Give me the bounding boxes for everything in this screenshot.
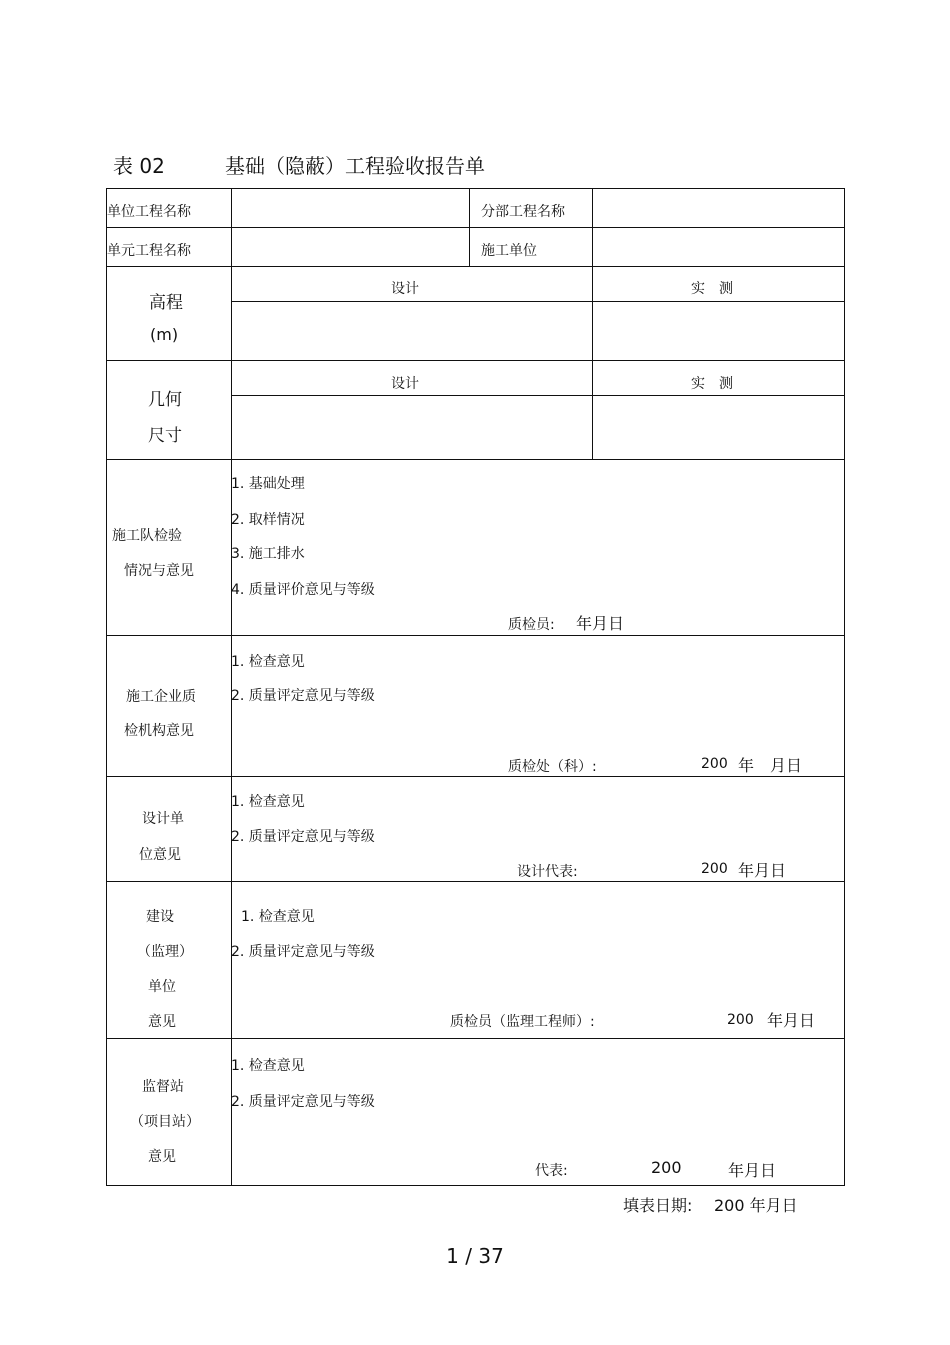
design-unit-label: 设计单 — [142, 811, 184, 827]
construction-unit-label: 施工单位 — [481, 243, 537, 259]
supervision-item: 2. 质量评定意见与等级 — [231, 1094, 375, 1110]
enterprise-date-month-day: 月日 — [770, 756, 803, 775]
supervision-date: 年月日 — [728, 1161, 777, 1180]
geometry-label-line2: 尺寸 — [148, 426, 182, 446]
owner-label-line4: 意见 — [148, 1014, 176, 1030]
fill-date-value: 200 年月日 — [714, 1196, 798, 1215]
geometry-design-header: 设计 — [391, 376, 419, 392]
enterprise-item: 1. 检查意见 — [231, 654, 305, 670]
row-divider — [106, 459, 845, 460]
owner-label: 建设 — [146, 909, 174, 925]
elevation-unit-label: (m) — [150, 325, 179, 344]
element-project-label: 单元工程名称 — [107, 243, 191, 259]
page-title: 基础（隐蔽）工程验收报告单 — [225, 154, 485, 178]
design-measured-divider — [592, 266, 593, 360]
design-unit-item: 1. 检查意见 — [231, 794, 305, 810]
team-date: 年月日 — [576, 614, 625, 633]
supervision-item: 1. 检查意见 — [231, 1058, 305, 1074]
elevation-label: 高程 — [149, 293, 183, 313]
supervision-signer-label: 代表: — [535, 1163, 568, 1179]
owner-item: 1. 检查意见 — [241, 909, 315, 925]
owner-item: 2. 质量评定意见与等级 — [231, 944, 375, 960]
table-border-top — [106, 188, 845, 189]
design-unit-year-prefix: 200 — [701, 861, 728, 877]
row-divider — [106, 360, 845, 361]
table-border-right — [844, 188, 845, 1186]
enterprise-year-prefix: 200 — [701, 756, 728, 772]
design-unit-label-line2: 位意见 — [139, 847, 181, 863]
table-border-left — [106, 188, 107, 1186]
row-divider — [106, 635, 845, 636]
design-measured-divider — [592, 360, 593, 459]
page-indicator: 1 / 37 — [446, 1244, 504, 1268]
row-divider — [231, 301, 845, 302]
owner-year-prefix: 200 — [727, 1012, 754, 1028]
sub-project-label: 分部工程名称 — [481, 204, 565, 220]
geometry-measured-header: 实 测 — [691, 376, 733, 392]
enterprise-label-line2: 检机构意见 — [124, 723, 194, 739]
table-number: 表 02 — [113, 154, 165, 178]
enterprise-signer-label: 质检处（科）: — [508, 759, 597, 775]
supervision-label-line2: （项目站） — [130, 1114, 200, 1130]
geometry-label: 几何 — [148, 390, 182, 410]
team-item: 2. 取样情况 — [231, 512, 305, 528]
team-item: 4. 质量评价意见与等级 — [231, 582, 375, 598]
owner-label-line2: （监理） — [137, 944, 193, 960]
row-divider — [106, 776, 845, 777]
team-signer-label: 质检员: — [508, 617, 555, 633]
row-divider — [106, 227, 845, 228]
supervision-label-line3: 意见 — [148, 1149, 176, 1165]
row-divider — [231, 395, 845, 396]
owner-date: 年月日 — [767, 1011, 816, 1030]
unit-project-label: 单位工程名称 — [107, 204, 191, 220]
team-item: 1. 基础处理 — [231, 476, 305, 492]
row-divider — [106, 266, 845, 267]
row-divider — [106, 881, 845, 882]
team-item: 3. 施工排水 — [231, 546, 305, 562]
table-border-bottom — [106, 1185, 845, 1186]
design-unit-item: 2. 质量评定意见与等级 — [231, 829, 375, 845]
supervision-label: 监督站 — [142, 1079, 184, 1095]
design-unit-date: 年月日 — [738, 861, 787, 880]
enterprise-item: 2. 质量评定意见与等级 — [231, 688, 375, 704]
enterprise-date-year: 年 — [738, 756, 755, 775]
elevation-measured-header: 实 测 — [691, 281, 733, 297]
row-divider — [106, 1038, 845, 1039]
supervision-year-prefix: 200 — [651, 1158, 682, 1177]
owner-signer-label: 质检员（监理工程师）: — [450, 1014, 595, 1030]
enterprise-label: 施工企业质 — [126, 689, 196, 705]
team-label-line2: 情况与意见 — [124, 563, 194, 579]
design-unit-signer-label: 设计代表: — [517, 864, 578, 880]
fill-date-label: 填表日期: — [623, 1196, 693, 1215]
elevation-design-header: 设计 — [391, 281, 419, 297]
owner-label-line3: 单位 — [148, 979, 176, 995]
team-label: 施工队检验 — [112, 528, 182, 544]
